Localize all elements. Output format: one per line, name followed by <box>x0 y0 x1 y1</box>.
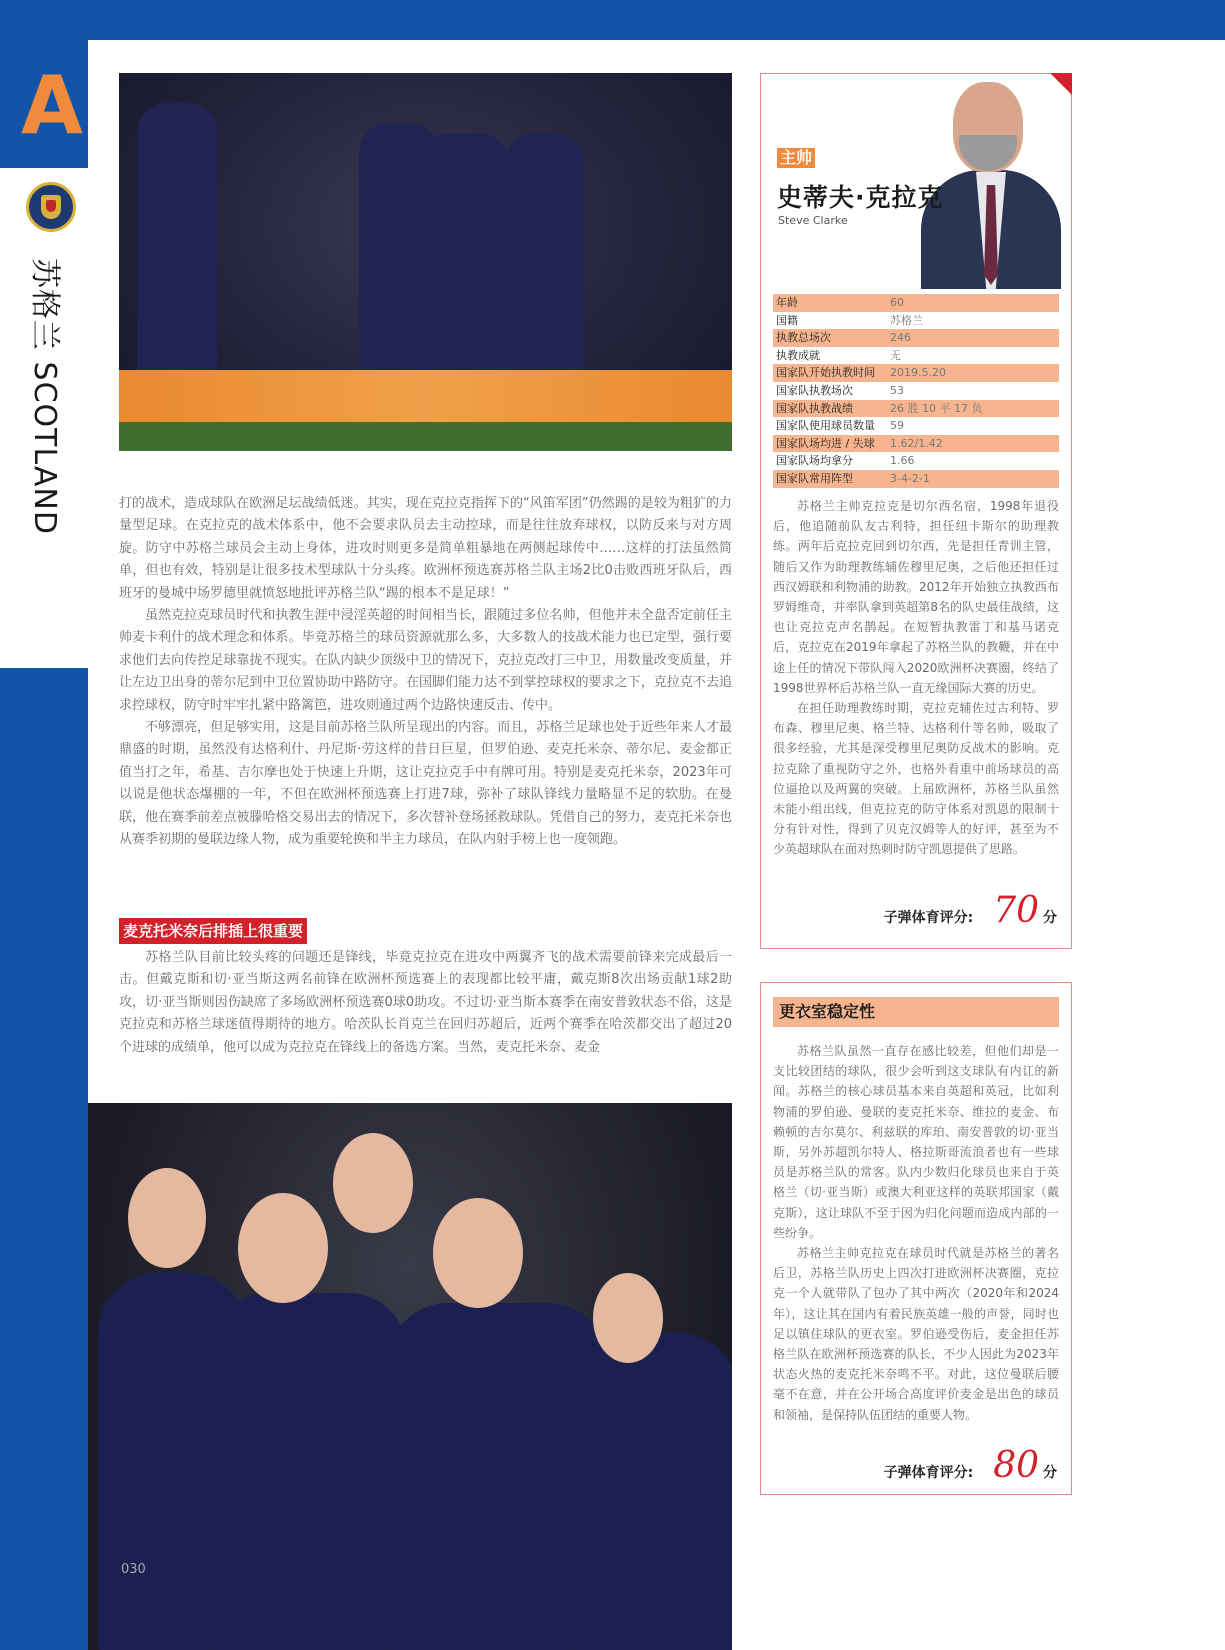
top-blue-band <box>0 0 1225 40</box>
stat-row: 国家队场均进 / 失球 1.62/1.42 <box>773 435 1059 453</box>
rating-score: 70 <box>993 890 1039 931</box>
player-face <box>333 1133 413 1233</box>
article-paragraph: 打的战术，造成球队在欧洲足坛战绩低迷。其实，现在克拉克指挥下的“风笛军团”仍然踢的是较为粗犷的力量型足球。在克拉克的战术体系中，他不会要求队员去主动控球，而是往往放弃球权，以防反来与对方周旋。防守中苏格兰球员会主动上身体，进攻时则更多是简单粗暴地在两侧起球传中……这样的打法虽然简单，但也有效，特别是让很多技术型球队十分头疼。欧洲杯预选赛苏格兰队主场2比0击败西班牙队后，西班牙的曼城中场罗德里就愤怒地批评苏格兰队“踢的根本不是足球！” <box>119 496 732 601</box>
locker-title: 更衣室稳定性 <box>773 997 1059 1027</box>
stat-row: 执教成就 无 <box>776 348 901 362</box>
locker-paragraph: 苏格兰队虽然一直存在感比较差，但他们却是一支比较团结的球队，很少会听到这支球队有内讧的新闻。苏格兰的核心球员基本来自英超和英冠，比如利物浦的罗伯逊、曼联的麦克托米奈、维拉的麦金、布赖顿的吉尔莫尔、利兹联的库珀、南安普敦的切·亚当斯，另外苏超凯尔特人、格拉斯哥流浪者也有一些球员是苏格兰队的常客。队内少数归化球员也来自于英格兰（切·亚当斯）或澳大利亚这样的英联邦国家（戴克斯），这让球队不至于因为归化问题而造成内部的一些纷争。 <box>773 1044 1059 1240</box>
main-article-continued <box>119 947 732 1059</box>
article-paragraph: 不够漂亮，但足够实用，这是目前苏格兰队所呈现出的内容。而且，苏格兰足球也处于近些年来人才最鼎盛的时期，虽然没有达格利什、丹尼斯·劳这样的昔日巨星，但罗伯逊、麦克托米奈、蒂尔尼、麦金都正值当打之年，希基、吉尔摩也处于快速上升期，这让克拉克手中有牌可用。特别是麦克托米奈，2023年可以说是他状态爆棚的一年，不但在欧洲杯预选赛上打进7球，弥补了球队锋线力量略显不足的软肋。在曼联，他在赛季前差点被滕哈格交易出去的情况下，多次替补登场拯救球队。凭借自己的努力，麦克托米奈也从赛季初期的曼联边缘人物，成为重要轮换和半主力球员，在队内射手榜上也一度领跑。 <box>119 720 732 848</box>
page-number: 030 <box>121 1562 146 1577</box>
country-label: 苏格兰 SCOTLAND <box>27 258 62 535</box>
coach-name-en: Steve Clarke <box>778 214 848 227</box>
player-face <box>238 1193 328 1303</box>
coach-stats-table <box>773 294 1059 488</box>
locker-paragraph: 苏格兰主帅克拉克在球员时代就是苏格兰的著名后卫，苏格兰队历史上四次打进欧洲杯决赛圈，克拉克一个人就带队了包办了其中两次（2020年和2024年），这让其在国内有着民族英雄一般的声誉，同时也足以镇住球队的更衣室。罗伯逊受伤后，麦金担任苏格兰队在欧洲杯预选赛的队长，不少人因此为2023年状态火热的麦克托米奈鸣不平。对此，这位曼联后腰毫不在意，并在公开场合高度评价麦金是出色的球员和领袖，是保持队伍团结的重要人物。 <box>773 1246 1059 1422</box>
rating-label: 子弹体育评分: <box>883 910 974 926</box>
player-face <box>128 1168 206 1268</box>
rating-score: 80 <box>993 1445 1039 1486</box>
rating-unit: 分 <box>1043 1465 1057 1481</box>
stat-row: 国家队使用球员数量 59 <box>776 419 904 433</box>
section-heading: 麦克托米奈后排插上很重要 <box>119 918 307 944</box>
coach-paragraph: 苏格兰主帅克拉克是切尔西名宿，1998年退役后，他追随前队友古利特，担任纽卡斯尔的助理教练。两年后克拉克回到切尔西，先是担任青训主管，随后又作为助理教练辅佐穆里尼奥，之后他还担任过西汉姆联和利物浦的助教。2012年开始独立执教西布罗姆维奇，并率队拿到英超第8名的队史最佳战绩，这也让克拉克声名鹊起。在短暂执教雷丁和基马诺克后，克拉克在2019年拿起了苏格兰队的教鞭，并在中途上任的情况下带队闯入2020欧洲杯决赛圈，终结了1998世界杯后苏格兰队一直无缘国际大赛的历史。 <box>773 499 1059 695</box>
coach-tag: 主帅 <box>777 148 815 168</box>
article-paragraph: 虽然克拉克球员时代和执教生涯中浸淫英超的时间相当长，跟随过多位名帅，但他并未全盘否定前任主帅麦卡利什的战术理念和体系。毕竟苏格兰的球员资源就那么多，大多数人的技战术能力也已定型，强行要求他们去向传控足球靠拢不现实。在队内缺少顶级中卫的情况下，克拉克改打三中卫，用数量改变质量，并让左边卫出身的蒂尔尼到中卫位置协助中路防守。在国脚们能力达不到掌控球权的要求之下，克拉克不去追求控球权，防守时牢牢扎紧中路篱笆，进攻则通过两个边路快速反击、传中。 <box>119 608 732 713</box>
players-celebrating-photo <box>88 1103 732 1650</box>
stat-row: 国家队开始执教时间 2019.5.20 <box>773 364 1059 382</box>
rating-unit: 分 <box>1043 910 1057 926</box>
coach-description <box>773 496 1059 860</box>
player-face <box>593 1273 663 1363</box>
coach-name-cn: 史蒂夫·克拉克 <box>777 183 944 212</box>
stat-row: 国家队执教战绩 26 胜 10 平 17 负 <box>773 400 1059 418</box>
coach-rating <box>884 890 1057 931</box>
team-celebration-photo <box>119 73 732 451</box>
rating-label: 子弹体育评分: <box>883 1465 974 1481</box>
stat-row: 执教总场次 246 <box>773 329 1059 347</box>
main-article <box>119 493 732 852</box>
article-paragraph: 苏格兰队目前比较头疼的问题还是锋线，毕竟克拉克在进攻中两翼齐飞的战术需要前锋来完成最后一击。但戴克斯和切·亚当斯这两名前锋在欧洲杯预选赛上的表现都比较平庸，戴克斯8次出场贡献1球2助攻，切·亚当斯则因伤缺席了多场欧洲杯预选赛0球0助攻。不过切·亚当斯本赛季在南安普敦状态不俗，这是克拉克和苏格兰球迷值得期待的地方。哈茨队长肖克兰在回归苏超后，近两个赛季在哈茨都交出了超过20个进球的成绩单，他可以成为克拉克在锋线上的备选方案。当然，麦克托米奈、麦金 <box>119 950 732 1055</box>
locker-room-box <box>760 982 1072 1495</box>
stat-row: 国籍 苏格兰 <box>776 313 923 327</box>
pitch-grass <box>119 422 732 451</box>
coach-profile-box <box>760 73 1072 949</box>
section-letter: A <box>21 59 83 152</box>
advertising-board <box>119 370 732 422</box>
stat-row: 国家队常用阵型 3-4-2-1 <box>773 470 1059 488</box>
player-figure <box>208 1293 408 1650</box>
scotland-crest-icon <box>26 182 76 232</box>
stat-row: 国家队场均拿分 1.66 <box>776 454 915 468</box>
player-figure <box>568 1333 732 1650</box>
locker-description <box>773 1041 1059 1425</box>
player-figure <box>137 103 217 403</box>
locker-rating <box>884 1445 1057 1486</box>
player-face <box>433 1198 523 1308</box>
stat-row: 年龄 60 <box>773 294 1059 312</box>
stat-row: 国家队执教场次 53 <box>776 383 904 397</box>
coach-paragraph: 在担任助理教练时期，克拉克辅佐过古利特、罗布森、穆里尼奥、格兰特、达格利什等名帅，吸取了很多经验，尤其是深受穆里尼奥防反战术的影响。克拉克除了重视防守之外，也格外看重中前场球员的高位逼抢以及两翼的突破。上届欧洲杯，苏格兰队虽然未能小组出线，但克拉克的防守体系对凯恩的限制十分有针对性，得到了贝克汉姆等人的好评，甚至为不少英超球队在面对热刺时防守凯恩提供了思路。 <box>773 701 1059 857</box>
